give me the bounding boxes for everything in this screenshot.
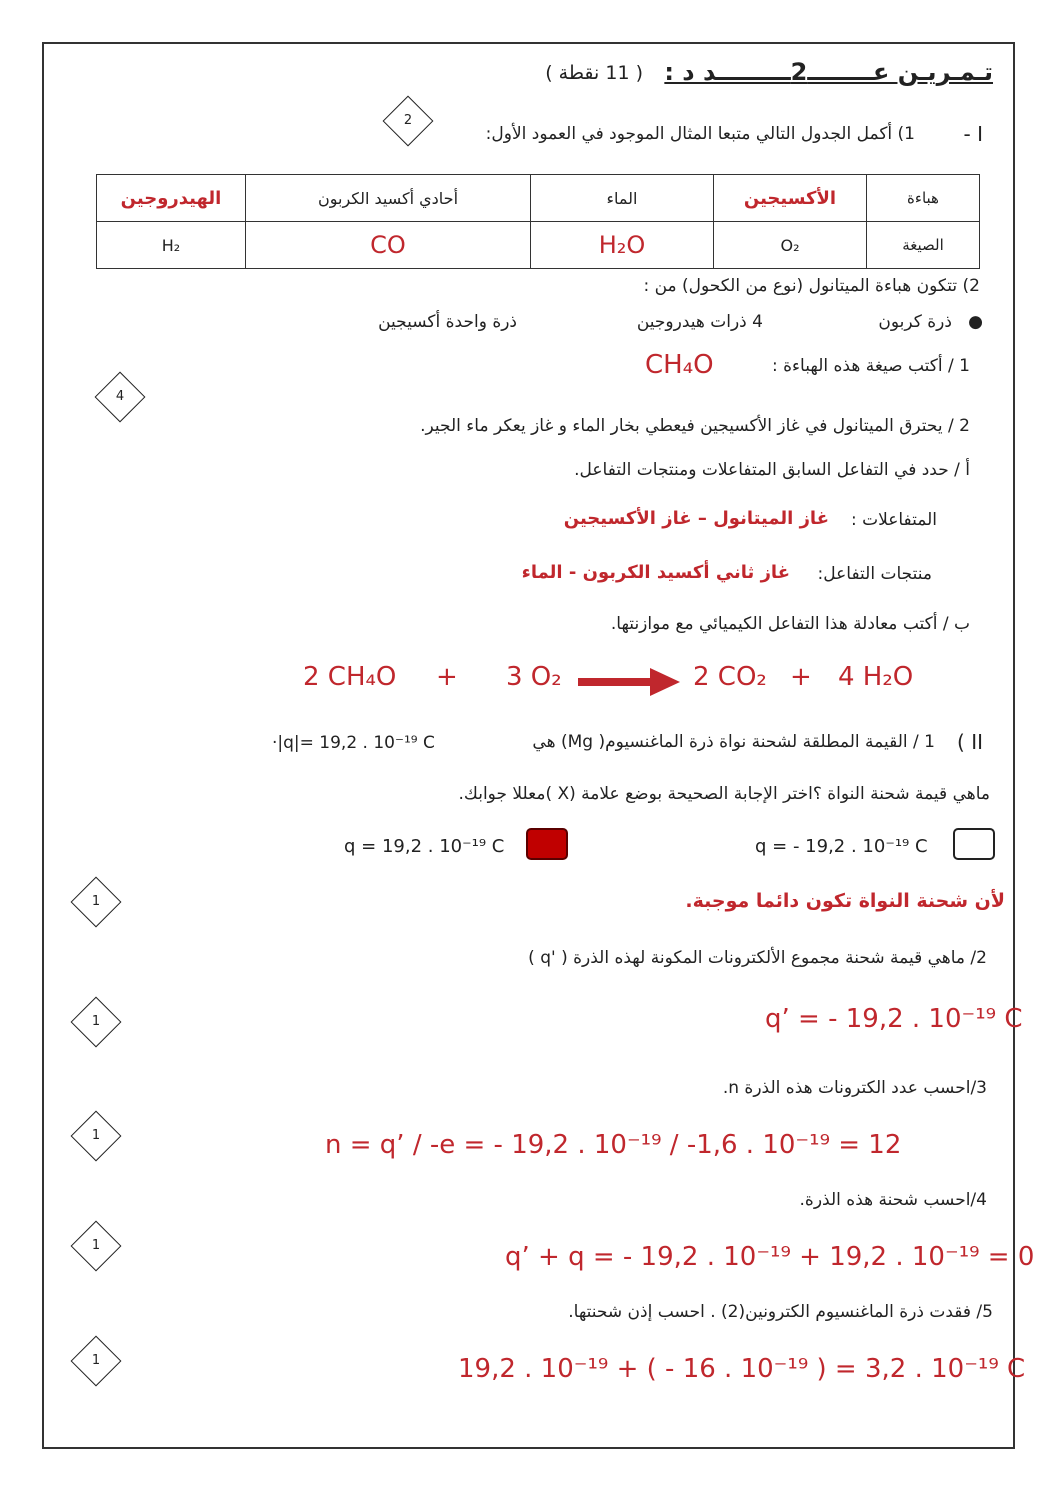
bullet-item: ● ذرة كربون xyxy=(878,312,983,332)
part2-question1b: ماهي قيمة شحنة النواة ؟اختر الإجابة الصحيحة بوضع علامة (X )معللا جوابك. xyxy=(458,784,990,804)
score-diamond: 1 xyxy=(71,1111,122,1162)
table-cell: H₂O xyxy=(531,222,714,269)
table-cell: الماء xyxy=(531,175,714,222)
table-cell: الهيدروجين xyxy=(97,175,246,222)
score-diamond: 1 xyxy=(71,1336,122,1387)
part2-question5: 5/ فقدت ذرة الماغنسيوم الكترونين(2) . احسب إذن شحنتها. xyxy=(568,1302,993,1322)
products-answer: غاز ثاني أكسيد الكربون - الماء xyxy=(521,562,790,583)
part2-question3: 3/احسب عدد الكترونات هذه الذرة n. xyxy=(722,1078,987,1098)
table-cell: O₂ xyxy=(714,222,867,269)
answer-formula: CH₄O xyxy=(645,350,714,380)
question-2-1: 1 / أكتب صيغة هذه الهباءة : xyxy=(772,356,970,376)
reactants-label: المتفاعلات : xyxy=(850,510,937,530)
option-positive-label: q = 19,2 . 10⁻¹⁹ C xyxy=(344,836,505,857)
option-positive-checkbox[interactable] xyxy=(526,828,568,860)
score-diamond: 1 xyxy=(71,997,122,1048)
table-row xyxy=(97,175,980,222)
option-negative-checkbox[interactable] xyxy=(953,828,995,860)
table-cell: CO xyxy=(246,222,531,269)
row-header: هباءة xyxy=(867,175,980,222)
eq-plus: + xyxy=(436,662,458,692)
eq-product: 4 H₂O xyxy=(838,662,914,692)
table-cell: H₂ xyxy=(97,222,246,269)
score-diamond: 1 xyxy=(71,1221,122,1272)
part2-question2: 2/ ماهي قيمة شحنة مجموع الألكترونات المكونة لهذه الذرة ( 'q ) xyxy=(528,948,987,968)
option-negative-label: q = - 19,2 . 10⁻¹⁹ C xyxy=(755,836,928,857)
part2-number: II ) xyxy=(957,730,983,754)
reason-answer: لأن شحنة النواة تكون دائما موجبة. xyxy=(685,890,1005,912)
exercise-title: تـمـريـن عــــــــ2ـــــــــد د : xyxy=(664,58,993,86)
eq-reactant: 3 O₂ xyxy=(506,662,562,692)
part2-question1: 1 / القيمة المطلقة لشحنة نواة ذرة الماغنسيوم( Mg) هي xyxy=(532,732,935,752)
question-2-2b: ب / أكتب معادلة هذا التفاعل الكيميائي مع موازنتها. xyxy=(610,614,970,634)
bullet-item: 4 ذرات هيدروجين xyxy=(636,312,763,332)
score-diamond: 1 xyxy=(71,877,122,928)
exercise-points: ( 11 نقطة ) xyxy=(545,62,643,84)
part1-question1: 1) أكمل الجدول التالي متبعا المثال الموجود في العمود الأول: xyxy=(485,124,915,144)
score-diamond: 2 xyxy=(383,96,434,147)
bullet-item: ذرة واحدة أكسيجين xyxy=(378,312,517,332)
absolute-charge: ·|q|= 19,2 . 10⁻¹⁹ C xyxy=(272,733,435,753)
answer-2: q’ = - 19,2 . 10⁻¹⁹ C xyxy=(765,1004,1023,1034)
part2-question4: 4/احسب شحنة هذه الذرة. xyxy=(799,1190,987,1210)
score-diamond: 4 xyxy=(95,372,146,423)
question-2-2a: أ / حدد في التفاعل السابق المتفاعلات ومنتجات التفاعل. xyxy=(574,460,970,480)
reactants-answer: غاز الميتانول – غاز الأكسيجين xyxy=(563,508,829,529)
products-label: منتجات التفاعل: xyxy=(817,564,932,584)
part1-question2: 2) تتكون هباءة الميتانول (نوع من الكحول) من : xyxy=(643,276,980,296)
part1-number: I - xyxy=(963,122,983,146)
row-header: الصيغة xyxy=(867,222,980,269)
eq-product: 2 CO₂ xyxy=(693,662,767,692)
answer-3: n = q’ / -e = - 19,2 . 10⁻¹⁹ / -1,6 . 10⁻¹⁹ = 12 xyxy=(325,1130,902,1160)
answer-4: q’ + q = - 19,2 . 10⁻¹⁹ + 19,2 . 10⁻¹⁹ = 0 xyxy=(505,1242,1035,1272)
eq-plus: + xyxy=(790,662,812,692)
table-row xyxy=(97,222,980,269)
table-cell: الأكسيجين xyxy=(714,175,867,222)
table-cell: أحادي أكسيد الكربون xyxy=(246,175,531,222)
eq-reactant: 2 CH₄O xyxy=(303,662,397,692)
reaction-arrow-icon xyxy=(578,668,680,696)
question-2-2: 2 / يحترق الميتانول في غاز الأكسيجين فيعطي بخار الماء و غاز يعكر ماء الجير. xyxy=(420,416,970,436)
molecule-table xyxy=(96,174,980,269)
answer-5: 19,2 . 10⁻¹⁹ + ( - 16 . 10⁻¹⁹ ) = 3,2 . 10⁻¹⁹ C xyxy=(458,1354,1026,1384)
